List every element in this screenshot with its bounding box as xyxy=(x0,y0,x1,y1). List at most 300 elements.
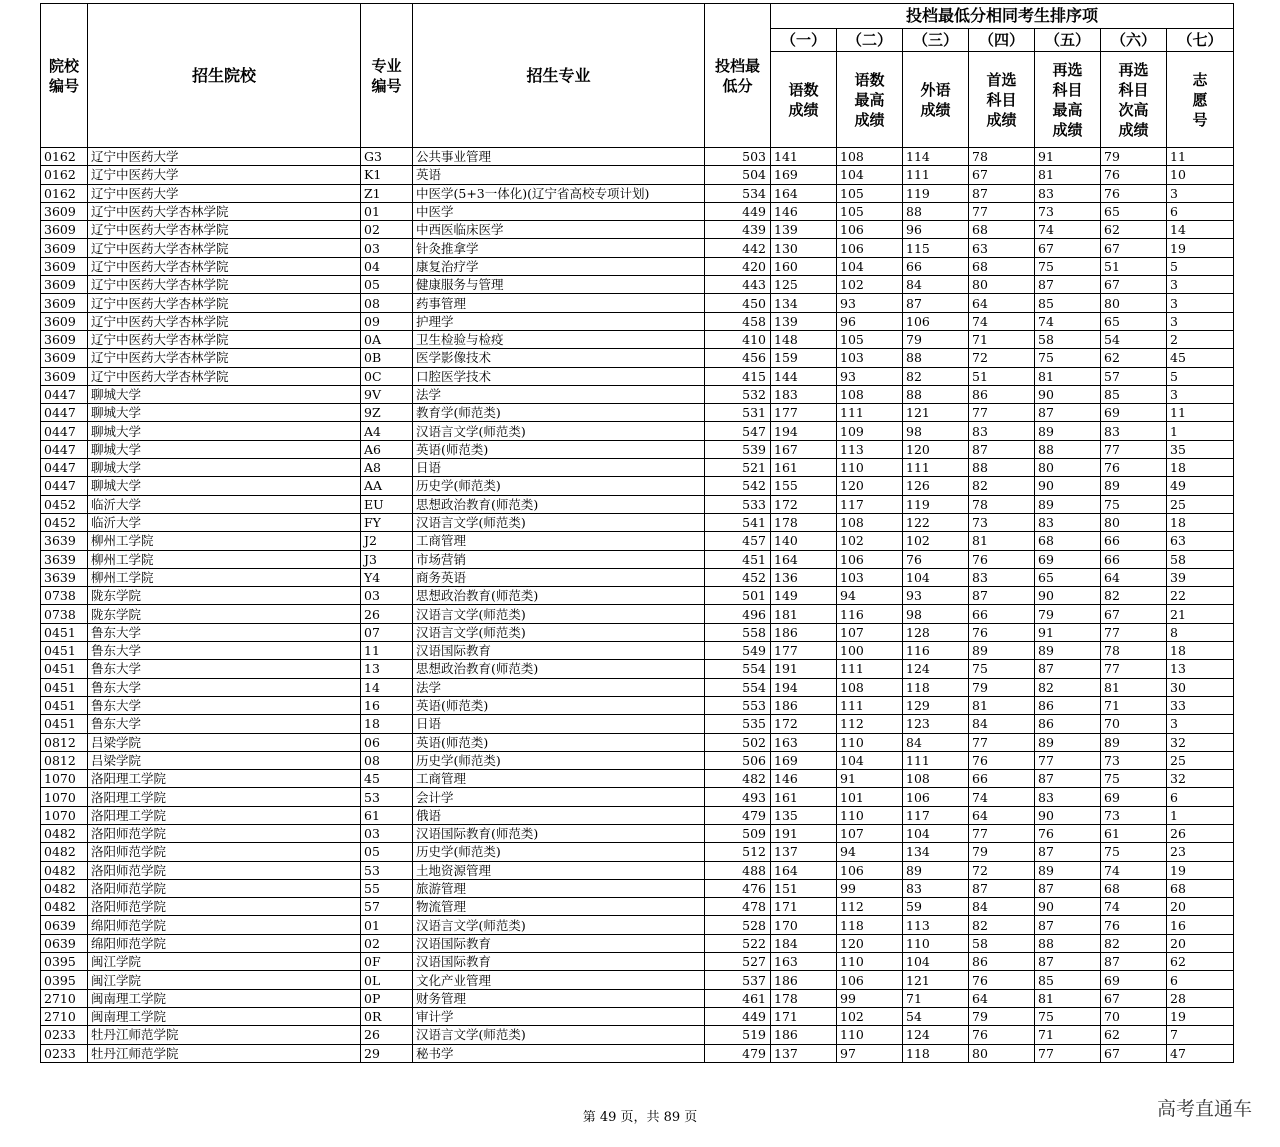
table-cell: 81 xyxy=(1035,989,1101,1007)
table-cell: 3609 xyxy=(41,294,88,312)
table-cell: 522 xyxy=(705,934,771,952)
table-row xyxy=(41,257,1234,275)
table-row xyxy=(41,605,1234,623)
table-cell: 83 xyxy=(1035,184,1101,202)
table-cell: 聊城大学 xyxy=(88,422,361,440)
table-cell: 0452 xyxy=(41,513,88,531)
table-cell: 99 xyxy=(837,989,903,1007)
table-cell: 62 xyxy=(1167,953,1234,971)
table-cell: 临沂大学 xyxy=(88,495,361,513)
table-cell: 临沂大学 xyxy=(88,513,361,531)
table-row xyxy=(41,971,1234,989)
table-cell: 19 xyxy=(1167,239,1234,257)
table-cell: 139 xyxy=(771,312,837,330)
table-cell: 450 xyxy=(705,294,771,312)
table-cell: 59 xyxy=(903,898,969,916)
table-cell: 辽宁中医药大学杏林学院 xyxy=(88,294,361,312)
table-cell: A4 xyxy=(361,422,413,440)
table-row xyxy=(41,202,1234,220)
table-cell: 护理学 xyxy=(413,312,705,330)
table-cell: 0162 xyxy=(41,184,88,202)
table-cell: 109 xyxy=(837,422,903,440)
table-cell: 工商管理 xyxy=(413,532,705,550)
table-cell: 聊城大学 xyxy=(88,459,361,477)
table-cell: 10 xyxy=(1167,166,1234,184)
table-cell: 思想政治教育(师范类) xyxy=(413,495,705,513)
table-cell: 思想政治教育(师范类) xyxy=(413,660,705,678)
table-row xyxy=(41,806,1234,824)
table-cell: 63 xyxy=(1167,532,1234,550)
table-cell: 178 xyxy=(771,513,837,531)
table-cell: 77 xyxy=(969,202,1035,220)
table-cell: 鲁东大学 xyxy=(88,678,361,696)
table-cell: 488 xyxy=(705,861,771,879)
table-cell: 78 xyxy=(969,148,1035,166)
table-cell: 06 xyxy=(361,733,413,751)
table-cell: 62 xyxy=(1101,1026,1167,1044)
table-cell: 88 xyxy=(903,202,969,220)
table-cell: 87 xyxy=(1035,916,1101,934)
table-cell: 19 xyxy=(1167,1007,1234,1025)
table-row xyxy=(41,751,1234,769)
table-cell: 521 xyxy=(705,459,771,477)
table-cell: 03 xyxy=(361,824,413,842)
table-cell: 闽南理工学院 xyxy=(88,989,361,1007)
table-cell: 9Z xyxy=(361,404,413,422)
table-cell: 市场营销 xyxy=(413,550,705,568)
table-cell: 99 xyxy=(837,879,903,897)
table-cell: 82 xyxy=(1101,934,1167,952)
table-cell: 503 xyxy=(705,148,771,166)
table-cell: 3 xyxy=(1167,294,1234,312)
header-rank-name: 再选科目最高成绩 xyxy=(1035,52,1101,148)
table-cell: 105 xyxy=(837,330,903,348)
table-cell: 164 xyxy=(771,861,837,879)
table-cell: 11 xyxy=(1167,404,1234,422)
table-cell: 117 xyxy=(903,806,969,824)
table-cell: 33 xyxy=(1167,696,1234,714)
table-cell: 汉语言文学(师范类) xyxy=(413,623,705,641)
table-cell: 87 xyxy=(1035,660,1101,678)
table-cell: 554 xyxy=(705,660,771,678)
table-cell: 452 xyxy=(705,568,771,586)
table-cell: 108 xyxy=(837,513,903,531)
table-cell: 77 xyxy=(969,824,1035,842)
table-cell: 125 xyxy=(771,276,837,294)
table-cell: 07 xyxy=(361,623,413,641)
table-row xyxy=(41,532,1234,550)
table-row xyxy=(41,385,1234,403)
table-cell: 456 xyxy=(705,349,771,367)
table-cell: 公共事业管理 xyxy=(413,148,705,166)
table-cell: 0R xyxy=(361,1007,413,1025)
table-cell: 110 xyxy=(837,459,903,477)
table-cell: 辽宁中医药大学杏林学院 xyxy=(88,349,361,367)
table-cell: 93 xyxy=(837,294,903,312)
table-cell: 84 xyxy=(969,715,1035,733)
table-cell: 68 xyxy=(1035,532,1101,550)
table-cell: 鲁东大学 xyxy=(88,660,361,678)
table-cell: FY xyxy=(361,513,413,531)
table-cell: 105 xyxy=(837,184,903,202)
table-cell: 76 xyxy=(1101,184,1167,202)
table-cell: 22 xyxy=(1167,587,1234,605)
table-cell: 90 xyxy=(1035,587,1101,605)
table-cell: 0451 xyxy=(41,623,88,641)
table-cell: 30 xyxy=(1167,678,1234,696)
table-cell: 商务英语 xyxy=(413,568,705,586)
table-cell: 164 xyxy=(771,550,837,568)
table-cell: 64 xyxy=(969,294,1035,312)
table-cell: 139 xyxy=(771,221,837,239)
table-cell: 184 xyxy=(771,934,837,952)
table-cell: 财务管理 xyxy=(413,989,705,1007)
table-cell: 61 xyxy=(361,806,413,824)
table-cell: 5 xyxy=(1167,367,1234,385)
table-cell: 闽南理工学院 xyxy=(88,1007,361,1025)
table-cell: 吕梁学院 xyxy=(88,733,361,751)
table-cell: 中西医临床医学 xyxy=(413,221,705,239)
table-cell: 94 xyxy=(837,587,903,605)
admission-score-table xyxy=(40,3,1234,1063)
table-cell: 汉语国际教育 xyxy=(413,953,705,971)
table-row xyxy=(41,788,1234,806)
table-cell: 91 xyxy=(1035,623,1101,641)
table-cell: 口腔医学技术 xyxy=(413,367,705,385)
table-cell: 76 xyxy=(1101,166,1167,184)
table-cell: 5 xyxy=(1167,257,1234,275)
table-cell: 66 xyxy=(903,257,969,275)
header-rank-name: 语数最高成绩 xyxy=(837,52,903,148)
table-cell: 3 xyxy=(1167,715,1234,733)
table-cell: 120 xyxy=(837,934,903,952)
header-school: 招生院校 xyxy=(88,4,361,148)
table-cell: 74 xyxy=(1035,221,1101,239)
table-cell: 87 xyxy=(1101,953,1167,971)
table-cell: 110 xyxy=(903,934,969,952)
table-cell: 鲁东大学 xyxy=(88,715,361,733)
table-cell: 65 xyxy=(1101,312,1167,330)
table-cell: 英语(师范类) xyxy=(413,733,705,751)
table-cell: 吕梁学院 xyxy=(88,751,361,769)
table-cell: 汉语言文学(师范类) xyxy=(413,916,705,934)
table-cell: 洛阳师范学院 xyxy=(88,879,361,897)
table-cell: 26 xyxy=(361,1026,413,1044)
table-cell: 74 xyxy=(1035,312,1101,330)
table-cell: J2 xyxy=(361,532,413,550)
table-cell: 410 xyxy=(705,330,771,348)
table-cell: 3 xyxy=(1167,385,1234,403)
table-row xyxy=(41,422,1234,440)
table-cell: 83 xyxy=(1035,513,1101,531)
table-cell: 177 xyxy=(771,404,837,422)
table-cell: 82 xyxy=(969,477,1035,495)
table-cell: 聊城大学 xyxy=(88,440,361,458)
table-cell: 105 xyxy=(837,202,903,220)
table-cell: 458 xyxy=(705,312,771,330)
table-cell: 171 xyxy=(771,1007,837,1025)
table-cell: 3609 xyxy=(41,221,88,239)
table-cell: 聊城大学 xyxy=(88,404,361,422)
table-cell: 88 xyxy=(903,349,969,367)
table-cell: 康复治疗学 xyxy=(413,257,705,275)
table-cell: 104 xyxy=(837,166,903,184)
table-cell: 18 xyxy=(361,715,413,733)
table-cell: 528 xyxy=(705,916,771,934)
table-cell: 107 xyxy=(837,824,903,842)
table-cell: 绵阳师范学院 xyxy=(88,916,361,934)
table-cell: 16 xyxy=(1167,916,1234,934)
table-cell: 柳州工学院 xyxy=(88,532,361,550)
table-cell: 114 xyxy=(903,148,969,166)
table-row xyxy=(41,916,1234,934)
table-cell: 191 xyxy=(771,660,837,678)
table-cell: 547 xyxy=(705,422,771,440)
table-cell: 8 xyxy=(1167,623,1234,641)
table-cell: 169 xyxy=(771,166,837,184)
table-cell: 69 xyxy=(1101,788,1167,806)
header-rank-num: （三） xyxy=(903,29,969,52)
table-cell: 53 xyxy=(361,861,413,879)
table-cell: 日语 xyxy=(413,715,705,733)
table-cell: 76 xyxy=(969,971,1035,989)
table-cell: 76 xyxy=(969,550,1035,568)
table-cell: 思想政治教育(师范类) xyxy=(413,587,705,605)
table-cell: 鲁东大学 xyxy=(88,696,361,714)
table-cell: 88 xyxy=(903,385,969,403)
table-cell: 128 xyxy=(903,623,969,641)
table-row xyxy=(41,733,1234,751)
table-cell: 116 xyxy=(837,605,903,623)
table-cell: 1 xyxy=(1167,806,1234,824)
table-cell: 104 xyxy=(837,257,903,275)
table-cell: 81 xyxy=(1035,367,1101,385)
table-cell: 103 xyxy=(837,568,903,586)
table-cell: 479 xyxy=(705,1044,771,1062)
table-cell: 439 xyxy=(705,221,771,239)
table-cell: 476 xyxy=(705,879,771,897)
table-cell: 159 xyxy=(771,349,837,367)
table-cell: 539 xyxy=(705,440,771,458)
table-cell: 辽宁中医药大学 xyxy=(88,148,361,166)
table-cell: 0451 xyxy=(41,660,88,678)
table-cell: 167 xyxy=(771,440,837,458)
table-cell: 69 xyxy=(1035,550,1101,568)
table-cell: 81 xyxy=(1035,166,1101,184)
table-cell: 87 xyxy=(1035,770,1101,788)
header-rank-num: （二） xyxy=(837,29,903,52)
table-cell: 1070 xyxy=(41,770,88,788)
table-cell: 122 xyxy=(903,513,969,531)
table-body xyxy=(41,148,1234,1063)
table-cell: 13 xyxy=(361,660,413,678)
table-cell: 2 xyxy=(1167,330,1234,348)
table-cell: 112 xyxy=(837,715,903,733)
table-cell: 76 xyxy=(903,550,969,568)
table-cell: 108 xyxy=(837,385,903,403)
table-cell: 洛阳师范学院 xyxy=(88,861,361,879)
table-cell: 79 xyxy=(969,1007,1035,1025)
table-cell: 秘书学 xyxy=(413,1044,705,1062)
table-cell: 58 xyxy=(1167,550,1234,568)
table-cell: 0451 xyxy=(41,678,88,696)
table-cell: 141 xyxy=(771,148,837,166)
table-cell: 牡丹江师范学院 xyxy=(88,1026,361,1044)
table-cell: 汉语言文学(师范类) xyxy=(413,1026,705,1044)
table-cell: 451 xyxy=(705,550,771,568)
table-cell: 83 xyxy=(969,568,1035,586)
table-row xyxy=(41,148,1234,166)
table-cell: 53 xyxy=(361,788,413,806)
table-row xyxy=(41,770,1234,788)
table-cell: 67 xyxy=(1101,989,1167,1007)
table-cell: 77 xyxy=(969,404,1035,422)
table-cell: 68 xyxy=(1101,879,1167,897)
table-cell: 194 xyxy=(771,422,837,440)
table-cell: 0482 xyxy=(41,898,88,916)
table-cell: 506 xyxy=(705,751,771,769)
table-cell: 68 xyxy=(969,257,1035,275)
table-row xyxy=(41,623,1234,641)
table-cell: 130 xyxy=(771,239,837,257)
table-cell: 0162 xyxy=(41,166,88,184)
table-cell: 80 xyxy=(1101,513,1167,531)
table-cell: 0447 xyxy=(41,385,88,403)
table-cell: 0451 xyxy=(41,715,88,733)
table-cell: 16 xyxy=(361,696,413,714)
table-cell: 51 xyxy=(969,367,1035,385)
table-cell: 0447 xyxy=(41,404,88,422)
table-cell: 96 xyxy=(837,312,903,330)
table-cell: 80 xyxy=(1101,294,1167,312)
table-cell: 洛阳理工学院 xyxy=(88,806,361,824)
table-cell: 81 xyxy=(969,532,1035,550)
table-cell: 79 xyxy=(903,330,969,348)
table-cell: 辽宁中医药大学杏林学院 xyxy=(88,367,361,385)
table-cell: 物流管理 xyxy=(413,898,705,916)
table-cell: 64 xyxy=(969,806,1035,824)
table-cell: 会计学 xyxy=(413,788,705,806)
table-cell: 504 xyxy=(705,166,771,184)
table-cell: 90 xyxy=(1035,477,1101,495)
table-cell: 54 xyxy=(903,1007,969,1025)
table-cell: 91 xyxy=(837,770,903,788)
table-cell: 70 xyxy=(1101,715,1167,733)
table-cell: 14 xyxy=(361,678,413,696)
table-cell: 120 xyxy=(837,477,903,495)
table-cell: 57 xyxy=(1101,367,1167,385)
table-cell: 178 xyxy=(771,989,837,1007)
table-cell: 英语 xyxy=(413,166,705,184)
table-cell: 449 xyxy=(705,1007,771,1025)
table-row xyxy=(41,715,1234,733)
table-cell: 14 xyxy=(1167,221,1234,239)
table-cell: 79 xyxy=(969,678,1035,696)
table-cell: 111 xyxy=(903,459,969,477)
table-cell: 75 xyxy=(969,660,1035,678)
table-cell: 0C xyxy=(361,367,413,385)
table-cell: 140 xyxy=(771,532,837,550)
table-cell: 英语(师范类) xyxy=(413,440,705,458)
table-cell: 绵阳师范学院 xyxy=(88,934,361,952)
table-cell: 84 xyxy=(969,898,1035,916)
table-cell: 0A xyxy=(361,330,413,348)
table-cell: 134 xyxy=(771,294,837,312)
table-cell: 89 xyxy=(1101,733,1167,751)
table-cell: 针灸推拿学 xyxy=(413,239,705,257)
table-cell: 汉语言文学(师范类) xyxy=(413,422,705,440)
table-cell: 108 xyxy=(837,678,903,696)
table-cell: 土地资源管理 xyxy=(413,861,705,879)
table-cell: 75 xyxy=(1101,770,1167,788)
table-cell: 71 xyxy=(903,989,969,1007)
table-cell: 68 xyxy=(1167,879,1234,897)
table-cell: 0451 xyxy=(41,696,88,714)
table-cell: 106 xyxy=(903,788,969,806)
table-cell: 83 xyxy=(903,879,969,897)
table-cell: 75 xyxy=(1035,257,1101,275)
table-cell: 161 xyxy=(771,788,837,806)
table-cell: 0395 xyxy=(41,953,88,971)
table-cell: 洛阳师范学院 xyxy=(88,898,361,916)
table-cell: 519 xyxy=(705,1026,771,1044)
table-cell: 558 xyxy=(705,623,771,641)
table-cell: 柳州工学院 xyxy=(88,568,361,586)
table-cell: 陇东学院 xyxy=(88,587,361,605)
table-cell: 181 xyxy=(771,605,837,623)
table-cell: 历史学(师范类) xyxy=(413,751,705,769)
table-cell: 97 xyxy=(837,1044,903,1062)
table-cell: 104 xyxy=(837,751,903,769)
table-cell: 3609 xyxy=(41,312,88,330)
table-cell: 104 xyxy=(903,953,969,971)
table-cell: 106 xyxy=(837,221,903,239)
table-cell: 0639 xyxy=(41,934,88,952)
table-cell: 66 xyxy=(1101,550,1167,568)
table-cell: 501 xyxy=(705,587,771,605)
table-cell: 164 xyxy=(771,184,837,202)
table-cell: 183 xyxy=(771,385,837,403)
table-cell: 87 xyxy=(1035,843,1101,861)
table-cell: 111 xyxy=(903,751,969,769)
table-cell: 教育学(师范类) xyxy=(413,404,705,422)
table-cell: 98 xyxy=(903,422,969,440)
table-cell: 101 xyxy=(837,788,903,806)
table-cell: 170 xyxy=(771,916,837,934)
table-cell: 82 xyxy=(1035,678,1101,696)
table-row xyxy=(41,1026,1234,1044)
table-row xyxy=(41,239,1234,257)
table-cell: 449 xyxy=(705,202,771,220)
table-cell: 88 xyxy=(969,459,1035,477)
table-cell: 106 xyxy=(837,971,903,989)
table-cell: 87 xyxy=(969,879,1035,897)
table-cell: 512 xyxy=(705,843,771,861)
table-row xyxy=(41,221,1234,239)
table-cell: 137 xyxy=(771,843,837,861)
table-cell: 71 xyxy=(1101,696,1167,714)
table-row xyxy=(41,550,1234,568)
table-row xyxy=(41,898,1234,916)
table-cell: 0F xyxy=(361,953,413,971)
table-cell: 3 xyxy=(1167,184,1234,202)
table-cell: 87 xyxy=(1035,404,1101,422)
table-cell: 118 xyxy=(837,916,903,934)
table-cell: 25 xyxy=(1167,751,1234,769)
table-row xyxy=(41,184,1234,202)
table-cell: 0447 xyxy=(41,440,88,458)
table-cell: 535 xyxy=(705,715,771,733)
